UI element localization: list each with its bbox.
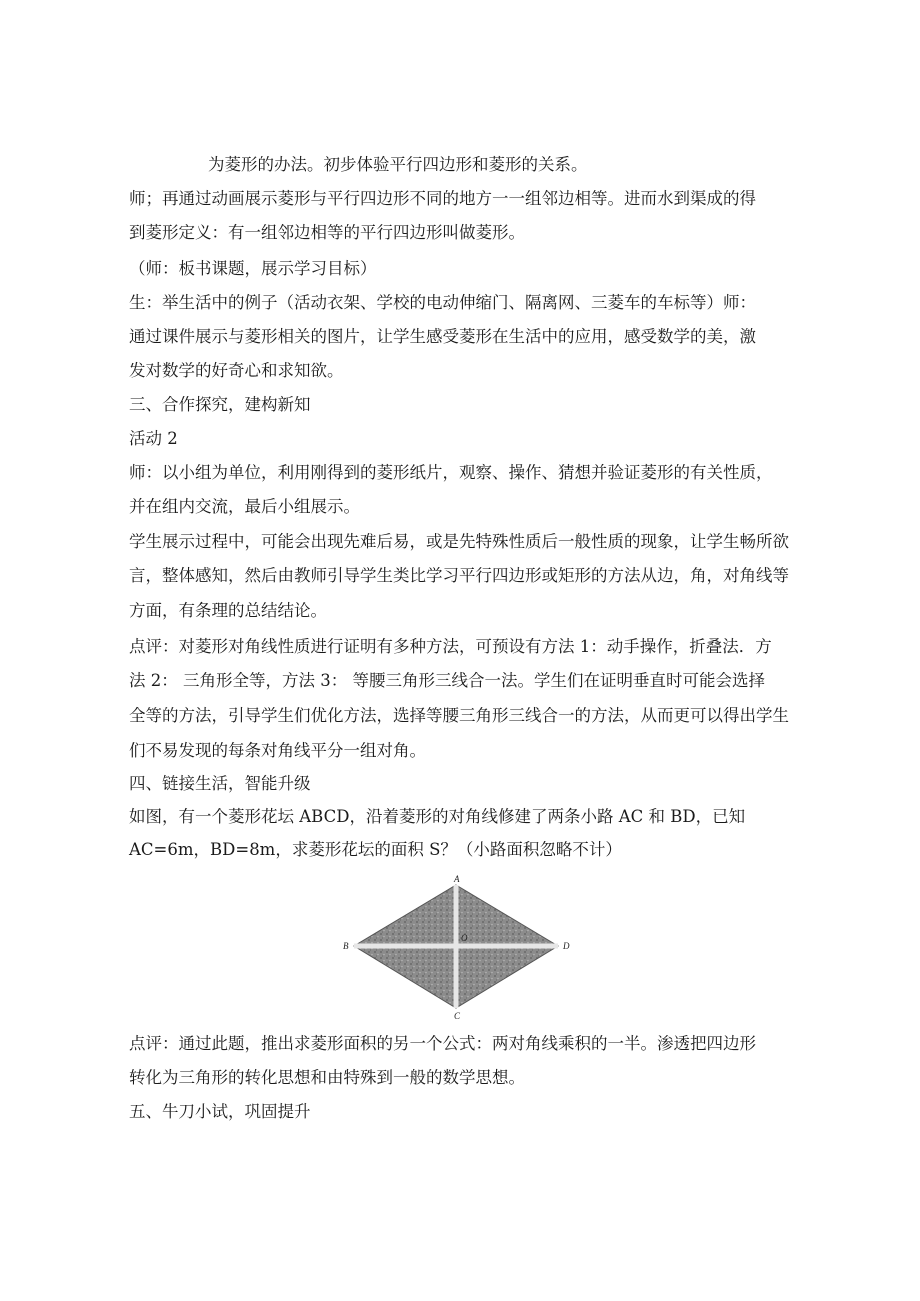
paragraph-line: AC=6m，BD=8m，求菱形花坛的面积 S？（小路面积忽略不计） [129,840,622,859]
paragraph-line: （师：板书课题，展示学习目标） [129,259,377,278]
paragraph-line: 学生展示过程中，可能会出现先难后易，或是先特殊性质后一般性质的现象，让学生畅所欲 [129,532,789,551]
rhombus-diagram [338,873,578,1023]
rhombus-flowerbed-figure [338,873,578,1023]
paragraph-line: 法 2： 三角形全等，方法 3： 等腰三角形三线合一法。学生们在证明垂直时可能会选择 [129,671,765,690]
paragraph-line: 们不易发现的每条对角线平分一组对角。 [129,741,426,760]
paragraph-line: 方面，有条理的总结结论。 [129,601,327,620]
vertex-label-d: D [563,941,570,951]
paragraph-line: 到菱形定义：有一组邻边相等的平行四边形叫做菱形。 [129,223,525,242]
paragraph-line: 言，整体感知，然后由教师引导学生类比学习平行四边形或矩形的方法从边，角，对角线等 [129,566,789,585]
paragraph-line: 点评：对菱形对角线性质进行证明有多种方法，可预设有方法 1：动手操作，折叠法．方 [129,637,772,656]
vertex-label-b: B [343,941,349,951]
paragraph-line: 生：举生活中的例子（活动衣架、学校的电动伸缩门、隔离网、三菱车的车标等）师： [129,293,756,312]
paragraph-line: 并在组内交流，最后小组展示。 [129,497,360,516]
vertex-label-a: A [454,874,460,884]
paragraph-line: 师；再通过动画展示菱形与平行四边形不同的地方一一组邻边相等。进而水到渠成的得 [129,189,756,208]
activity-label: 活动 2 [129,429,178,448]
section-heading: 三、合作探究，建构新知 [129,395,311,414]
paragraph-line: 点评：通过此题，推出求菱形面积的另一个公式：两对角线乘积的一半。渗透把四边形 [129,1034,756,1053]
paragraph-line: 为菱形的办法。初步体验平行四边形和菱形的关系。 [208,155,588,174]
paragraph-line: 如图，有一个菱形花坛 ABCD，沿着菱形的对角线修建了两条小路 AC 和 BD，已知 [129,807,746,826]
paragraph-line: 通过课件展示与菱形相关的图片，让学生感受菱形在生活中的应用，感受数学的美，激 [129,327,756,346]
section-heading: 四、链接生活，智能升级 [129,774,311,793]
vertex-label-c: C [454,1011,461,1021]
paragraph-line: 师：以小组为单位，利用刚得到的菱形纸片，观察、操作、猜想并验证菱形的有关性质， [129,463,773,482]
paragraph-line: 发对数学的好奇心和求知欲。 [129,361,344,380]
paragraph-line: 全等的方法，引导学生们优化方法，选择等腰三角形三线合一的方法，从而更可以得出学生 [129,706,789,725]
center-label-o: O [461,933,468,943]
section-heading: 五、牛刀小试，巩固提升 [129,1102,311,1121]
paragraph-line: 转化为三角形的转化思想和由特殊到一般的数学思想。 [129,1068,525,1087]
